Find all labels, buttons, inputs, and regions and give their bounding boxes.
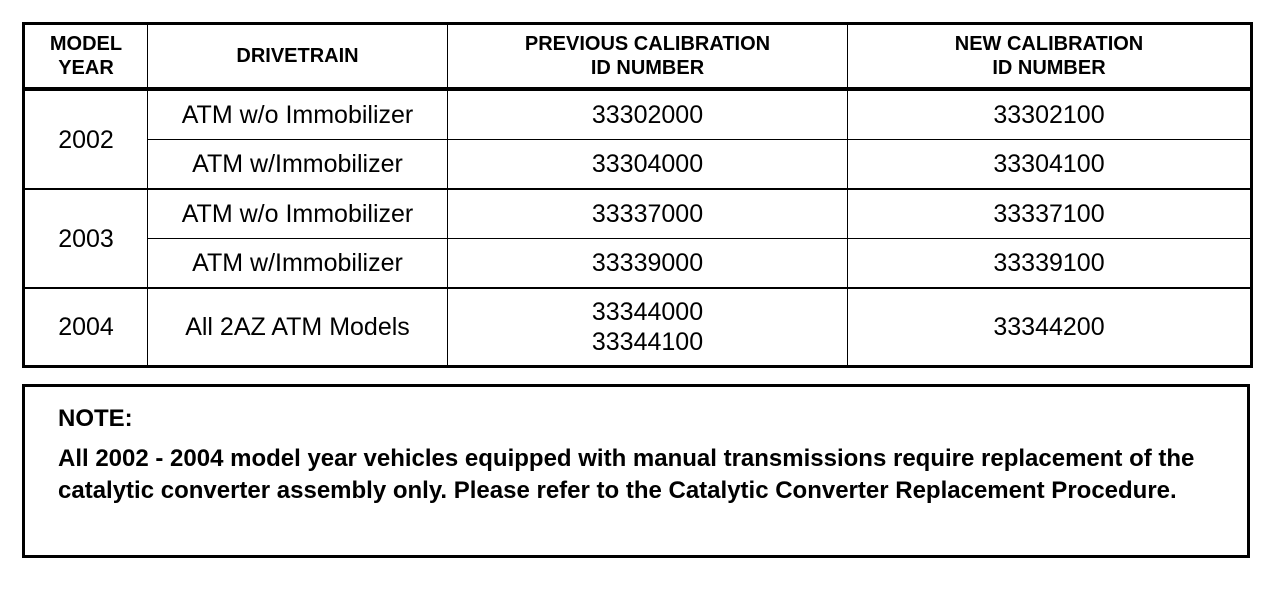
table-row — [24, 89, 1252, 140]
calibration-table — [22, 22, 1253, 368]
previous-id-line-2: 33344100 — [591, 328, 704, 356]
new-id-cell: 33344200 — [848, 288, 1252, 367]
previous-id-line-1: 33344000 — [591, 298, 704, 326]
new-id-cell: 33337100 — [848, 189, 1252, 239]
header-model-year — [24, 24, 148, 90]
new-id-cell: 33339100 — [848, 239, 1252, 289]
drivetrain-cell: ATM w/Immobilizer — [148, 140, 448, 190]
previous-id-cell: 33304000 — [448, 140, 848, 190]
previous-id-cell: 33302000 — [448, 89, 848, 140]
header-model-year-line-1: MODEL — [49, 33, 123, 55]
table-row — [24, 140, 1252, 190]
header-drivetrain: DRIVETRAIN — [148, 24, 448, 90]
previous-id-cell: 33339000 — [448, 239, 848, 289]
header-new-calibration-id — [848, 24, 1252, 90]
model-year-cell: 2002 — [24, 89, 148, 189]
drivetrain-cell: ATM w/o Immobilizer — [148, 189, 448, 239]
table-row — [24, 189, 1252, 239]
table-row — [24, 288, 1252, 367]
previous-id-cell: 33337000 — [448, 189, 848, 239]
drivetrain-cell: ATM w/Immobilizer — [148, 239, 448, 289]
table-row — [24, 239, 1252, 289]
previous-id-cell — [448, 288, 848, 367]
note-box — [22, 384, 1250, 558]
note-title: NOTE: — [58, 405, 133, 432]
header-previous-line-2: ID NUMBER — [590, 57, 705, 79]
model-year-cell: 2004 — [24, 288, 148, 367]
note-body: All 2002 - 2004 model year vehicles equipped with manual transmissions require replacement of the catalytic converter assembly only. Please refer to the Catalytic Converter Replacement Procedure. — [58, 445, 1195, 504]
new-id-cell: 33304100 — [848, 140, 1252, 190]
drivetrain-cell: All 2AZ ATM Models — [148, 288, 448, 367]
drivetrain-cell: ATM w/o Immobilizer — [148, 89, 448, 140]
header-previous-calibration-id — [448, 24, 848, 90]
new-id-cell: 33302100 — [848, 89, 1252, 140]
header-new-line-2: ID NUMBER — [992, 57, 1106, 79]
header-new-line-1: NEW CALIBRATION — [954, 33, 1144, 55]
header-model-year-line-2: YEAR — [58, 57, 114, 79]
header-previous-line-1: PREVIOUS CALIBRATION — [524, 33, 771, 55]
model-year-cell: 2003 — [24, 189, 148, 288]
table-header-row — [24, 24, 1252, 90]
